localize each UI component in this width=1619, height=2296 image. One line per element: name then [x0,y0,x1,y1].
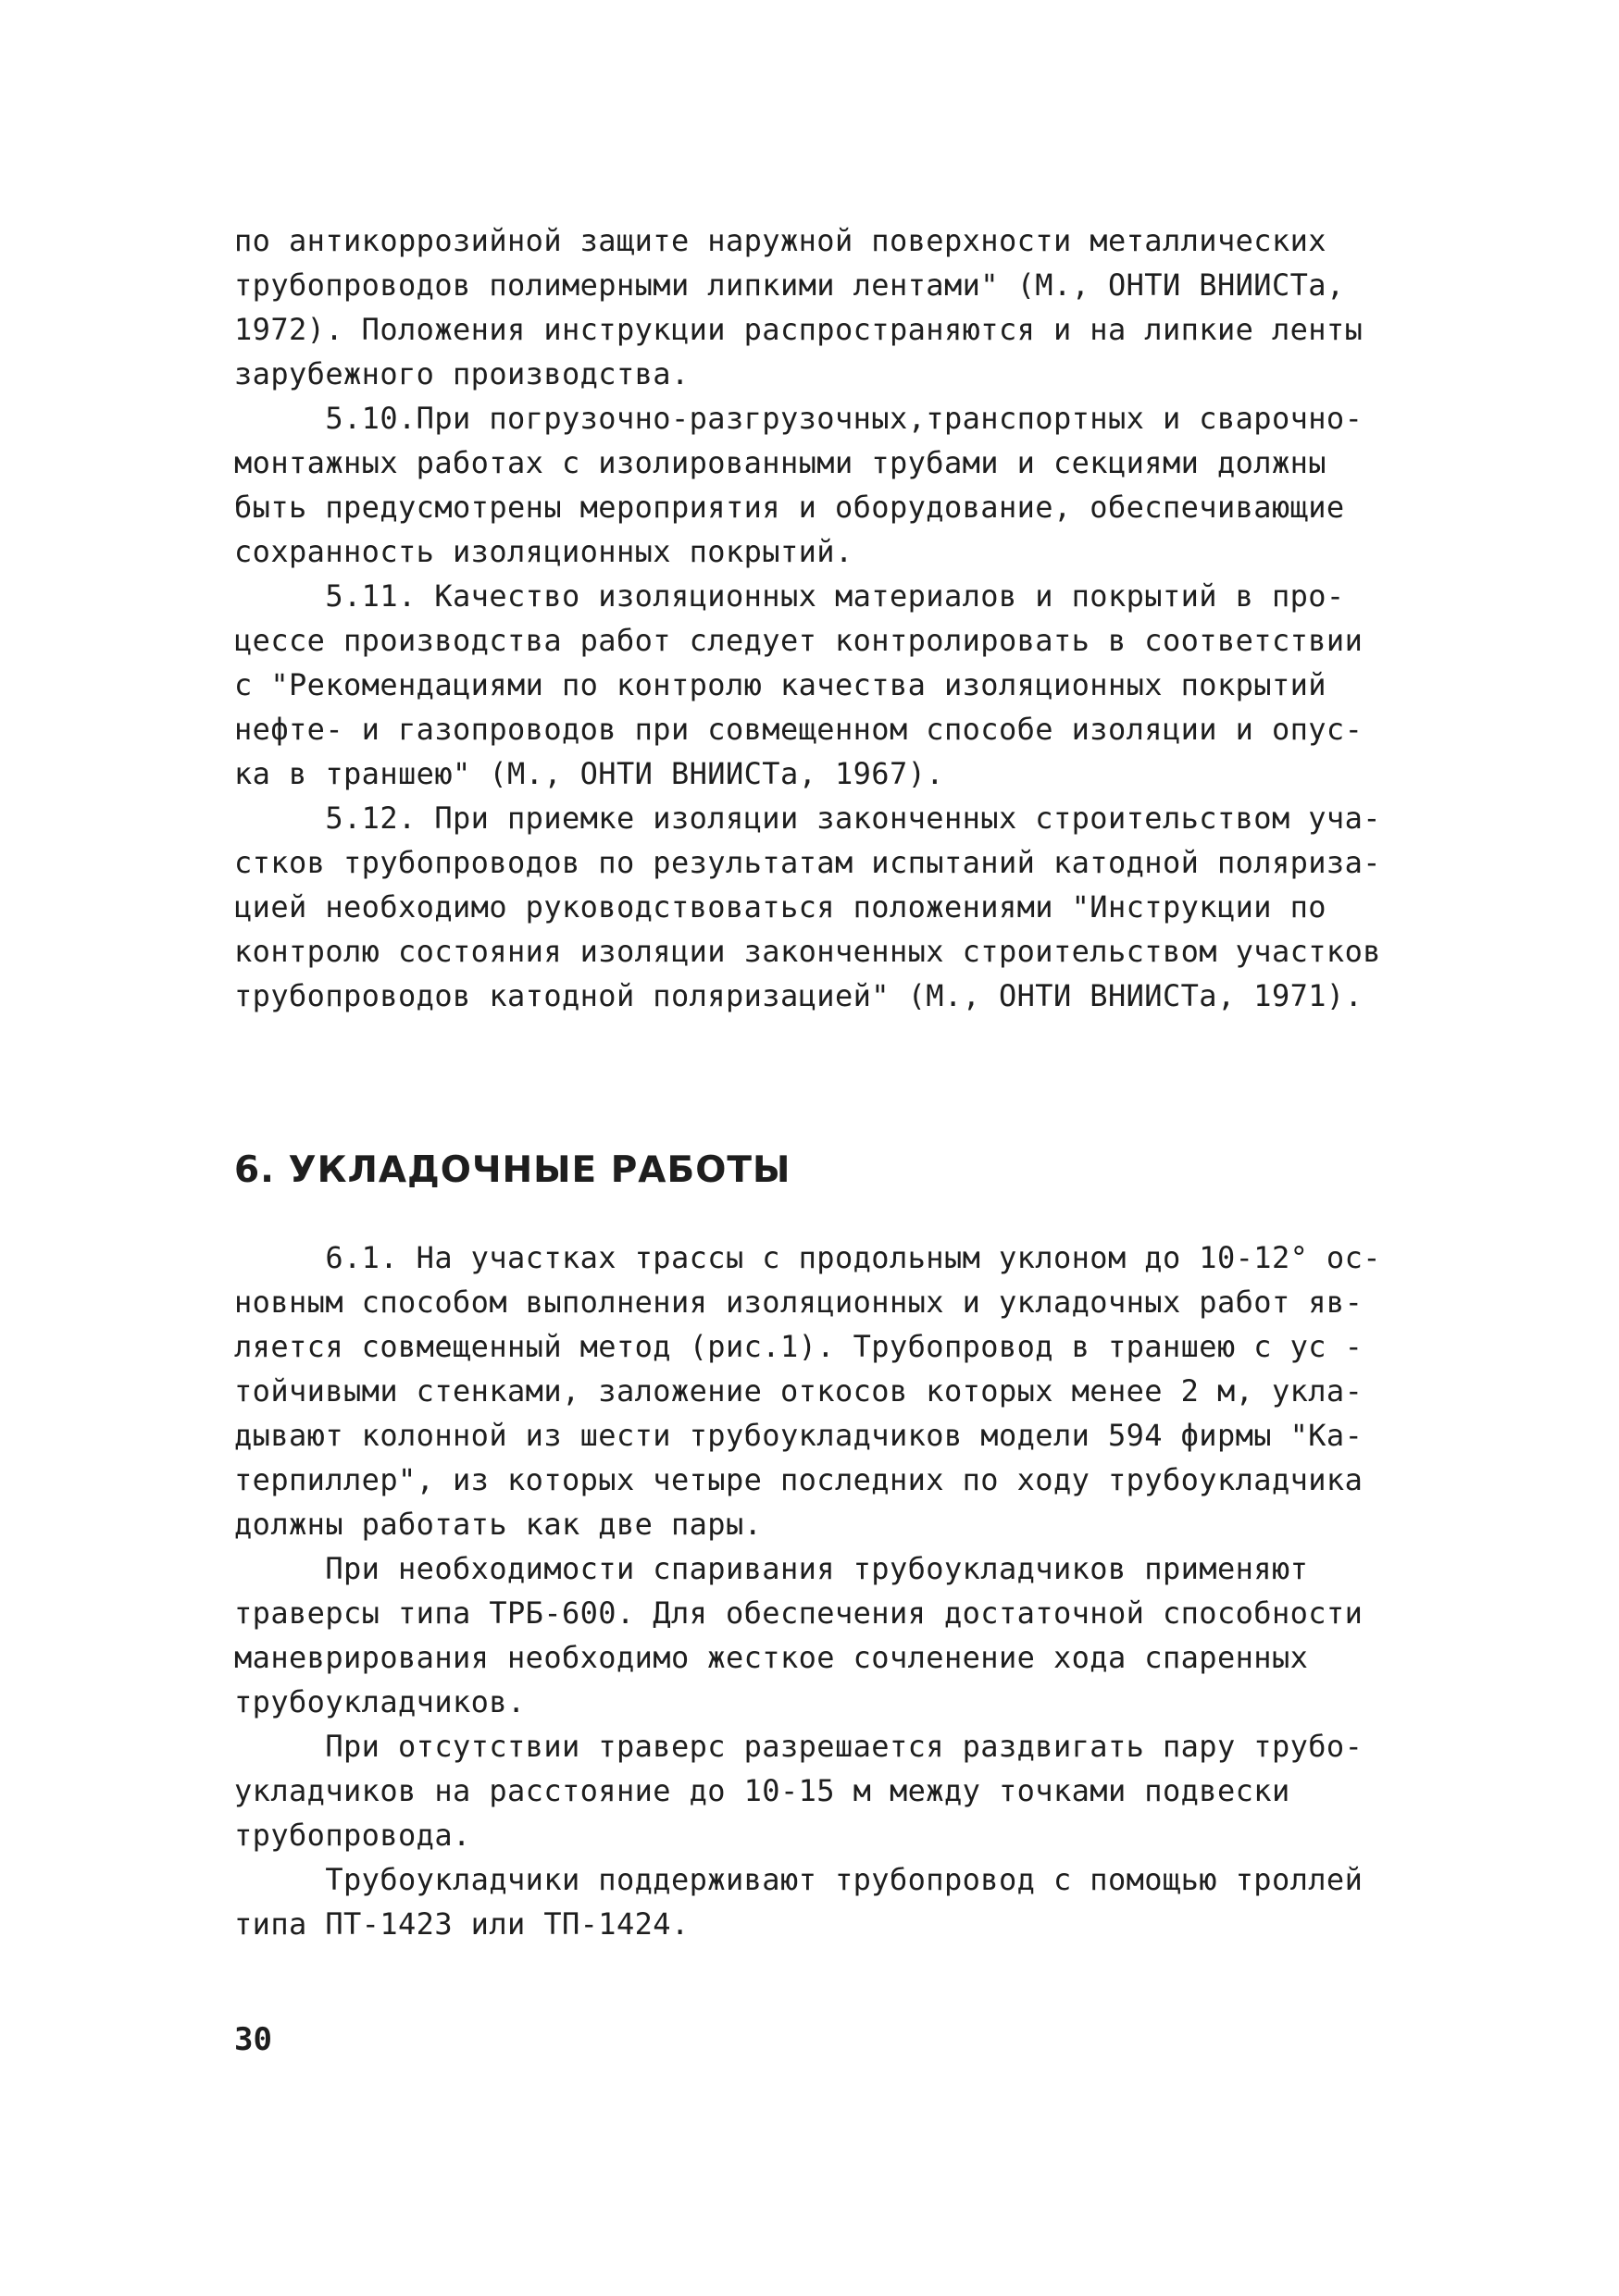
text-line: нефте- и газопроводов при совмещенном способе изоляции и опус- [234,712,1364,747]
text-line: быть предусмотрены мероприятия и оборудование, обеспечивающие [234,490,1345,525]
page-number: 30 [234,2021,272,2058]
text-line: цией необходимо руководствоваться положениями "Инструкции по [234,889,1326,925]
text-line: трубопроводов полимерными липкими лентами" (М., ОНТИ ВНИИСТа, [234,267,1345,303]
text-line: новным способом выполнения изоляционных и укладочных работ яв- [234,1285,1364,1320]
text-line: терпиллер", из которых четыре последних по ходу трубоукладчика [234,1462,1364,1497]
text-line: ка в траншею" (М., ОНТИ ВНИИСТа, 1967). [234,756,944,791]
text-line: 5.10.При погрузочно-разгрузочных,транспортных и сварочно- [234,401,1364,436]
text-line: тойчивыми стенками, заложение откосов которых менее 2 м, укла- [234,1373,1364,1409]
text-line: маневрирования необходимо жесткое сочленение хода спаренных [234,1640,1309,1675]
text-line: зарубежного производства. [234,356,690,391]
text-line: цессе производства работ следует контролировать в соответствии [234,623,1364,658]
text-line: стков трубопроводов по результатам испытаний катодной поляриза- [234,845,1381,880]
text-line: укладчиков на расстояние до 10-15 м между точками подвески [234,1773,1290,1808]
text-block-section-6 [234,1235,1428,1946]
text-line: трубопровода. [234,1818,471,1853]
text-line: ляется совмещенный метод (рис.1). Трубопровод в траншею с ус - [234,1329,1364,1364]
text-line: трубопроводов катодной поляризацией" (М., ОНТИ ВНИИСТа, 1971). [234,978,1364,1013]
text-line: 6.1. На участках трассы с продольным уклоном до 10-12° ос- [234,1240,1381,1275]
text-line: траверсы типа ТРБ-600. Для обеспечения достаточной способности [234,1595,1364,1631]
text-line: 5.11. Качество изоляционных материалов и покрытий в про- [234,578,1345,614]
text-line: При отсутствии траверс разрешается раздвигать пару трубо- [234,1729,1364,1764]
text-line: 1972). Положения инструкции распространяются и на липкие ленты [234,312,1364,347]
section-heading: 6. УКЛАДОЧНЫЕ РАБОТЫ [234,1149,791,1191]
text-line: При необходимости спаривания трубоукладчиков применяют [234,1551,1309,1586]
text-line: с "Рекомендациями по контролю качества изоляционных покрытий [234,667,1326,702]
text-line: должны работать как две пары. [234,1507,763,1542]
text-block-section-5 [234,218,1428,1018]
text-line: по антикоррозийной защите наружной поверхности металлических [234,223,1326,258]
text-line: Трубоукладчики поддерживают трубопровод с помощью троллей [234,1862,1364,1897]
text-line: контролю состояния изоляции законченных строительством участков [234,934,1381,969]
text-line: сохранность изоляционных покрытий. [234,534,853,569]
text-line: монтажных работах с изолированными трубами и секциями должны [234,445,1326,480]
text-line: дывают колонной из шести трубоукладчиков модели 594 фирмы "Ка- [234,1418,1364,1453]
text-line: типа ПТ-1423 или ТП-1424. [234,1906,690,1942]
text-line: трубоукладчиков. [234,1684,526,1719]
text-line: 5.12. При приемке изоляции законченных строительством уча- [234,800,1381,836]
